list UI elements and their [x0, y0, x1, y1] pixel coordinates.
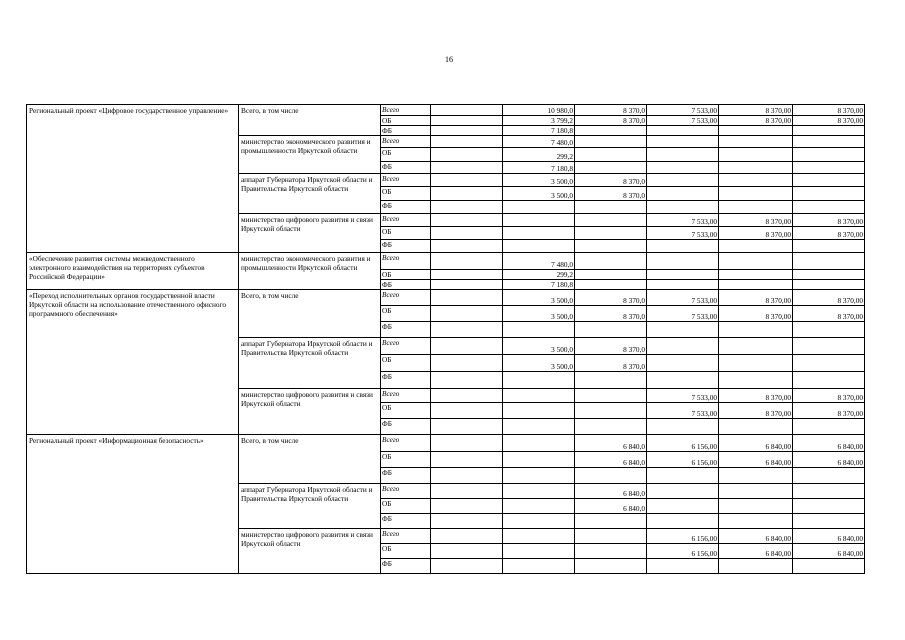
- project-name-cell: «Переход исполнительных органов государственной власти Иркутской области на использование отечественного офисного программного обеспечения»: [27, 290, 239, 435]
- value-cell: 8 370,00: [793, 403, 865, 419]
- value-cell: 8 370,00: [793, 389, 865, 403]
- value-cell: [647, 136, 719, 148]
- executor-cell: аппарат Губернатора Иркутской области и Правительства Иркутской области: [239, 338, 381, 389]
- value-cell: [793, 355, 865, 372]
- value-cell: 7 480,0: [503, 253, 575, 270]
- funding-type-cell: Всего: [381, 290, 431, 306]
- value-cell: [719, 338, 793, 355]
- value-cell: [647, 126, 719, 136]
- value-cell: [575, 253, 647, 270]
- funding-type-cell: ОБ: [381, 227, 431, 240]
- value-cell: [575, 270, 647, 280]
- value-cell: 7 533,00: [647, 306, 719, 322]
- value-cell: [575, 419, 647, 435]
- value-cell: [503, 529, 575, 544]
- value-cell: [719, 484, 793, 499]
- value-cell: [793, 270, 865, 280]
- value-cell: 7 180,8: [503, 162, 575, 174]
- funding-type-cell: ОБ: [381, 452, 431, 468]
- value-cell: 6 156,00: [647, 544, 719, 559]
- empty-value-cell: [431, 355, 503, 372]
- value-cell: [503, 514, 575, 529]
- value-cell: [647, 201, 719, 214]
- empty-value-cell: [431, 544, 503, 559]
- value-cell: [719, 174, 793, 187]
- value-cell: 6 840,00: [793, 435, 865, 452]
- value-cell: [575, 322, 647, 338]
- value-cell: 7 533,00: [647, 389, 719, 403]
- value-cell: [793, 419, 865, 435]
- funding-type-cell: Всего: [381, 338, 431, 355]
- value-cell: 6 840,00: [719, 452, 793, 468]
- value-cell: [647, 372, 719, 389]
- value-cell: [503, 372, 575, 389]
- value-cell: 7 533,00: [647, 290, 719, 306]
- value-cell: [575, 136, 647, 148]
- value-cell: 7 533,00: [647, 116, 719, 126]
- value-cell: [503, 240, 575, 253]
- value-cell: [793, 174, 865, 187]
- value-cell: 8 370,0: [575, 290, 647, 306]
- value-cell: 6 840,00: [719, 544, 793, 559]
- value-cell: [719, 280, 793, 290]
- value-cell: [793, 253, 865, 270]
- value-cell: [503, 322, 575, 338]
- value-cell: [575, 529, 647, 544]
- empty-value-cell: [431, 529, 503, 544]
- executor-cell: аппарат Губернатора Иркутской области и Правительства Иркутской области: [239, 174, 381, 214]
- funding-type-cell: ФБ: [381, 514, 431, 529]
- empty-value-cell: [431, 290, 503, 306]
- value-cell: [719, 559, 793, 574]
- empty-value-cell: [431, 105, 503, 116]
- value-cell: [719, 253, 793, 270]
- funding-type-cell: Всего: [381, 214, 431, 227]
- value-cell: [575, 148, 647, 162]
- value-cell: 6 156,00: [647, 529, 719, 544]
- value-cell: [575, 126, 647, 136]
- value-cell: [647, 148, 719, 162]
- value-cell: [793, 499, 865, 514]
- value-cell: 8 370,00: [793, 306, 865, 322]
- funding-type-cell: ФБ: [381, 372, 431, 389]
- table-row: [27, 253, 865, 270]
- value-cell: [647, 322, 719, 338]
- executor-cell: министерство цифрового развития и связи Иркутской области: [239, 529, 381, 574]
- value-cell: [719, 514, 793, 529]
- executor-cell: министерство цифрового развития и связи Иркутской области: [239, 214, 381, 253]
- value-cell: [647, 174, 719, 187]
- value-cell: [793, 136, 865, 148]
- value-cell: [647, 280, 719, 290]
- empty-value-cell: [431, 389, 503, 403]
- value-cell: 7 533,00: [647, 227, 719, 240]
- value-cell: [719, 270, 793, 280]
- value-cell: [719, 240, 793, 253]
- funding-type-cell: ОБ: [381, 355, 431, 372]
- funding-type-cell: ФБ: [381, 419, 431, 435]
- value-cell: 3 500,0: [503, 306, 575, 322]
- value-cell: 7 533,00: [647, 105, 719, 116]
- funding-type-cell: Всего: [381, 174, 431, 187]
- value-cell: [647, 468, 719, 484]
- value-cell: 8 370,00: [719, 290, 793, 306]
- value-cell: [503, 499, 575, 514]
- empty-value-cell: [431, 484, 503, 499]
- value-cell: 8 370,0: [575, 306, 647, 322]
- empty-value-cell: [431, 468, 503, 484]
- executor-cell: Всего, в том числе: [239, 105, 381, 136]
- value-cell: 7 480,0: [503, 136, 575, 148]
- funding-type-cell: ОБ: [381, 544, 431, 559]
- value-cell: [575, 214, 647, 227]
- value-cell: 10 980,0: [503, 105, 575, 116]
- value-cell: [575, 389, 647, 403]
- table-row: [27, 105, 865, 116]
- empty-value-cell: [431, 514, 503, 529]
- empty-value-cell: [431, 435, 503, 452]
- value-cell: [647, 419, 719, 435]
- value-cell: 8 370,0: [575, 174, 647, 187]
- funding-type-cell: ОБ: [381, 306, 431, 322]
- value-cell: 6 840,00: [719, 435, 793, 452]
- value-cell: [647, 499, 719, 514]
- value-cell: 8 370,0: [575, 355, 647, 372]
- value-cell: [793, 126, 865, 136]
- value-cell: 8 370,00: [719, 105, 793, 116]
- value-cell: [719, 419, 793, 435]
- value-cell: [503, 214, 575, 227]
- funding-type-cell: ФБ: [381, 240, 431, 253]
- value-cell: 6 840,00: [719, 529, 793, 544]
- empty-value-cell: [431, 372, 503, 389]
- value-cell: [793, 187, 865, 201]
- value-cell: 8 370,00: [793, 116, 865, 126]
- value-cell: 8 370,00: [719, 389, 793, 403]
- funding-type-cell: Всего: [381, 484, 431, 499]
- value-cell: [647, 253, 719, 270]
- funding-type-cell: Всего: [381, 136, 431, 148]
- value-cell: [793, 148, 865, 162]
- value-cell: [719, 499, 793, 514]
- value-cell: 6 156,00: [647, 452, 719, 468]
- value-cell: [719, 136, 793, 148]
- funding-type-cell: ОБ: [381, 270, 431, 280]
- empty-value-cell: [431, 280, 503, 290]
- value-cell: 8 370,00: [793, 214, 865, 227]
- value-cell: [503, 419, 575, 435]
- value-cell: 3 500,0: [503, 355, 575, 372]
- value-cell: [647, 514, 719, 529]
- funding-type-cell: ОБ: [381, 187, 431, 201]
- empty-value-cell: [431, 162, 503, 174]
- value-cell: 7 533,00: [647, 214, 719, 227]
- funding-type-cell: ФБ: [381, 280, 431, 290]
- value-cell: [575, 559, 647, 574]
- empty-value-cell: [431, 240, 503, 253]
- value-cell: [575, 280, 647, 290]
- value-cell: [719, 322, 793, 338]
- funding-type-cell: ФБ: [381, 559, 431, 574]
- value-cell: [647, 559, 719, 574]
- budget-table: [26, 104, 865, 574]
- value-cell: [503, 201, 575, 214]
- value-cell: 6 840,0: [575, 484, 647, 499]
- empty-value-cell: [431, 136, 503, 148]
- value-cell: 6 840,0: [575, 452, 647, 468]
- funding-type-cell: ФБ: [381, 126, 431, 136]
- value-cell: [793, 468, 865, 484]
- value-cell: [793, 162, 865, 174]
- empty-value-cell: [431, 559, 503, 574]
- funding-type-cell: Всего: [381, 389, 431, 403]
- value-cell: 8 370,00: [719, 116, 793, 126]
- value-cell: 8 370,00: [719, 403, 793, 419]
- empty-value-cell: [431, 116, 503, 126]
- value-cell: 8 370,0: [575, 105, 647, 116]
- value-cell: 8 370,0: [575, 116, 647, 126]
- executor-cell: Всего, в том числе: [239, 290, 381, 338]
- value-cell: [793, 280, 865, 290]
- value-cell: [503, 403, 575, 419]
- value-cell: [647, 162, 719, 174]
- executor-cell: министерство цифрового развития и связи Иркутской области: [239, 389, 381, 435]
- value-cell: [647, 338, 719, 355]
- funding-type-cell: ОБ: [381, 116, 431, 126]
- empty-value-cell: [431, 419, 503, 435]
- value-cell: [719, 355, 793, 372]
- empty-value-cell: [431, 187, 503, 201]
- project-name-cell: Региональный проект «Цифровое государственное управление»: [27, 105, 239, 253]
- value-cell: [719, 201, 793, 214]
- value-cell: [647, 355, 719, 372]
- empty-value-cell: [431, 126, 503, 136]
- value-cell: [793, 559, 865, 574]
- value-cell: [793, 484, 865, 499]
- executor-cell: министерство экономического развития и промышленности Иркутской области: [239, 253, 381, 290]
- funding-type-cell: Всего: [381, 105, 431, 116]
- funding-type-cell: ФБ: [381, 322, 431, 338]
- value-cell: [793, 514, 865, 529]
- value-cell: [575, 468, 647, 484]
- value-cell: 8 370,00: [719, 306, 793, 322]
- value-cell: 6 840,0: [575, 435, 647, 452]
- value-cell: [647, 484, 719, 499]
- value-cell: 3 500,0: [503, 174, 575, 187]
- value-cell: 299,2: [503, 270, 575, 280]
- funding-type-cell: ФБ: [381, 468, 431, 484]
- value-cell: 6 156,00: [647, 435, 719, 452]
- value-cell: [575, 227, 647, 240]
- value-cell: [793, 201, 865, 214]
- value-cell: [503, 484, 575, 499]
- value-cell: 8 370,00: [793, 227, 865, 240]
- value-cell: [503, 227, 575, 240]
- value-cell: 7 533,00: [647, 403, 719, 419]
- funding-type-cell: ФБ: [381, 162, 431, 174]
- value-cell: 8 370,00: [793, 290, 865, 306]
- value-cell: [575, 403, 647, 419]
- value-cell: [503, 559, 575, 574]
- value-cell: [647, 240, 719, 253]
- funding-type-cell: Всего: [381, 253, 431, 270]
- value-cell: 7 180,8: [503, 280, 575, 290]
- project-name-cell: Региональный проект «Информационная безопасность»: [27, 435, 239, 574]
- value-cell: 8 370,00: [793, 105, 865, 116]
- value-cell: [719, 372, 793, 389]
- empty-value-cell: [431, 174, 503, 187]
- value-cell: 3 500,0: [503, 338, 575, 355]
- value-cell: [503, 452, 575, 468]
- value-cell: [647, 270, 719, 280]
- executor-cell: министерство экономического развития и промышленности Иркутской области: [239, 136, 381, 174]
- empty-value-cell: [431, 214, 503, 227]
- value-cell: 8 370,0: [575, 187, 647, 201]
- value-cell: [575, 162, 647, 174]
- value-cell: 8 370,00: [719, 227, 793, 240]
- empty-value-cell: [431, 148, 503, 162]
- value-cell: [575, 240, 647, 253]
- page-number: 16: [445, 55, 453, 64]
- value-cell: [793, 322, 865, 338]
- funding-type-cell: Всего: [381, 529, 431, 544]
- empty-value-cell: [431, 452, 503, 468]
- table-row: [27, 290, 865, 306]
- value-cell: [719, 162, 793, 174]
- value-cell: [719, 126, 793, 136]
- value-cell: [503, 468, 575, 484]
- executor-cell: Всего, в том числе: [239, 435, 381, 484]
- value-cell: 8 370,00: [719, 214, 793, 227]
- value-cell: 299,2: [503, 148, 575, 162]
- empty-value-cell: [431, 403, 503, 419]
- project-name-cell: «Обеспечение развития системы межведомственного электронного взаимодействия на территориях субъектов Российской Федерации»: [27, 253, 239, 290]
- executor-cell: аппарат Губернатора Иркутской области и Правительства Иркутской области: [239, 484, 381, 529]
- empty-value-cell: [431, 338, 503, 355]
- value-cell: [647, 187, 719, 201]
- value-cell: 8 370,0: [575, 338, 647, 355]
- value-cell: [793, 240, 865, 253]
- value-cell: 7 180,8: [503, 126, 575, 136]
- value-cell: 6 840,00: [793, 452, 865, 468]
- value-cell: [793, 372, 865, 389]
- value-cell: [719, 187, 793, 201]
- value-cell: [575, 514, 647, 529]
- empty-value-cell: [431, 270, 503, 280]
- value-cell: [575, 372, 647, 389]
- funding-type-cell: Всего: [381, 435, 431, 452]
- empty-value-cell: [431, 227, 503, 240]
- empty-value-cell: [431, 499, 503, 514]
- funding-type-cell: ОБ: [381, 148, 431, 162]
- value-cell: 3 799,2: [503, 116, 575, 126]
- value-cell: [503, 389, 575, 403]
- funding-type-cell: ОБ: [381, 499, 431, 514]
- value-cell: [719, 468, 793, 484]
- value-cell: [503, 544, 575, 559]
- value-cell: [793, 338, 865, 355]
- table-row: [27, 435, 865, 452]
- value-cell: [503, 435, 575, 452]
- empty-value-cell: [431, 322, 503, 338]
- value-cell: [575, 544, 647, 559]
- empty-value-cell: [431, 201, 503, 214]
- funding-type-cell: ФБ: [381, 201, 431, 214]
- value-cell: 6 840,00: [793, 544, 865, 559]
- value-cell: [575, 201, 647, 214]
- empty-value-cell: [431, 253, 503, 270]
- budget-table-body: [27, 105, 865, 574]
- funding-type-cell: ОБ: [381, 403, 431, 419]
- empty-value-cell: [431, 306, 503, 322]
- value-cell: 3 500,0: [503, 187, 575, 201]
- value-cell: 3 500,0: [503, 290, 575, 306]
- value-cell: 6 840,00: [793, 529, 865, 544]
- value-cell: [719, 148, 793, 162]
- value-cell: 6 840,0: [575, 499, 647, 514]
